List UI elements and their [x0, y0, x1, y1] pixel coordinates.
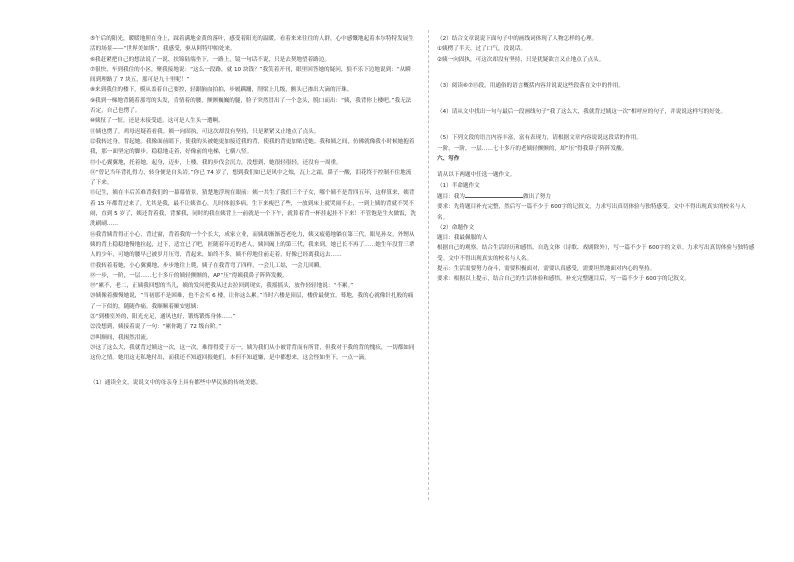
question-3: （3）阅读⑥⑦⑮段，用通俗的语言概括内容并说说这些段落在文中的作用。	[437, 82, 624, 89]
question-2-item-1: ①姨楞了半天，过了口气，没说话。	[437, 46, 526, 53]
section-title-writing: 六、写作	[437, 156, 460, 163]
paragraph-24: ㉔这了这么大，我就背过姨这一次，这一次，难得得爱于万一。姨为我们从小被背背而有所背，但我对于我的背的愧疚，一切都如同这份之情。她用这无私地付出，而我还不知道回报她们，本但不知道嫌，是中都想来，这会怪如坐下，一点一滴。	[90, 344, 415, 362]
paragraph-15: ⑮记生，姨在丰后苦难背我们的一幕幕情景，猜楚地浮现在眼前：姨一共生了我们三个子女，哪个姨不是背四五年，这样算来，姨背着 15 年都背过来了，尤其是我，最不让姨省心，儿时体弱多病，生下来瘦巴了些，一放到床上就哭闹不止，一到上姨的背就不哭不闹，直到 5 岁了，姨还背着我，背爹我，同时的我在姨背上一前就是一个下午，就算着背一杯挂起挂不下来！不管饱是生火做饭，洗洗刷刷……	[90, 190, 416, 228]
writing-option-1-requirement: 要求：先将题目补充完整，然后写一篇不少于 600字的记叙文，力求写出真切体验与独特感受。文中不得出现真实的校名与人名。	[437, 204, 746, 221]
paragraph-5: ⑤午后的阳光，暖暖地照在身上，踩着满地金黄的落叶，感受着阳光的温暖，看着来来往往的人群，心中感慨地起着本尔特特发展生活的场景——“世界美如斯”，我感受，驱从阿特甲帕处来。	[90, 36, 414, 53]
paragraph-17: ⑰我转着着她，小心翼翼地，步步地往上爬，姨子在我背弯了四样，一会儿工姑，一会儿回瞬。	[90, 262, 325, 269]
paragraph-16: ⑯我背姨背得正小心，背过窗，背着我的一个个长大，成家立业，而姨却渐渐苍老吃力，姨又疲倦地躺在第三代，眼见孙女，外甥从姨的背上稳稳地慢地拉起，过下，适宜已了吧，匠随着年迈的老人，姨回阖上的第三代，我来到，她已长不再了……她生年没背三辈人的少年，可她的腰早已被岁月压弯，背起来，始终不多，姨不停地往前走着，好像已经离我远去……	[90, 231, 415, 259]
paragraph-10: ⑩姨怔了一怔，还是未接受道，这可是人生头一遭啊。	[90, 118, 224, 125]
paragraph-7: ⑦很快，车到我住的小区，聚我接地说：“这么一段路，就 10 块钱？”我笑着开刊，眼里回答她的疑问，狼不乐下边地说到：“从瞬间到理路了 7 块五，那可是九十里呢！”	[90, 66, 411, 84]
answer-space	[437, 65, 755, 81]
writing-option-2-material: 根据自己的观察，结合生活经历和感悟，自选文体（诗歌、戏剧除外），写一篇不少于 600字的文章。力求写出真切体验与独特感受。文中不得出现真实的校名与人名。	[437, 245, 755, 262]
paragraph-21: ㉑“到楼室外的，阳光充足，通风也好，锻炼锻炼身体……”	[90, 314, 236, 321]
writing-option-2-title: （2）命题作文	[437, 224, 475, 231]
writing-option-1-topic: 题目：我为 做出了努力	[437, 191, 755, 202]
paragraph-22: ㉒没想到，姨接着说了一句：“累你跑了 72 级台阶。”	[90, 324, 222, 331]
paragraph-9: ⑨我到一梯地背随着那弯的头发，肯情着的腰，颤颤巍巍的腿，脸子突然冒出了一个念头，脱口而出：“姨，我背你上楼吧。”我无法否定，自己也愣了。	[90, 97, 412, 115]
answer-space	[437, 117, 755, 133]
paragraph-20: ⑳姨像着骤慢她说，“当初那不是困难，也不会买 6 楼，让你这么累。”当时六楼是顶层，楼价最便宜。蓦地，我的心就像针扎般的痛了一下似的，随随作痛。我顺顺着顺安慰姨：	[90, 293, 414, 310]
paragraph-14: ⑭“曾记当年背扎得力，转身便是自头岩。”你已 74 岁了，想到我们如已是风中之烛，瓦上之霜，鼻子一酸，泪花终于控制不住地流了下来。	[90, 169, 412, 187]
paragraph-19: ⑲“累不，老二，正姨我回想的当儿，姨的发问把我从过去拉回到现实，我摇摇头，放作轻轻地说：“不累。”	[90, 283, 354, 290]
question-5-quote: 一阶，一阶，一层……七十多斤的老姨轻颤颤的，却“压”得我鼻子阵阵发酸。	[437, 145, 628, 152]
paragraph-11: ⑪姨也愣了，鸡母迟疑着看我。姨一向固执，可这次却没有坚持，只是紧紧又止地点了点头。	[90, 128, 320, 135]
paragraph-18: ⑱一步，一阶，一层……七十多斤的姨轻颤颤的，AP“压”得姨我鼻子阵阵发酸。	[90, 272, 288, 279]
writing-intro: 请从以下两题中任选一题作文。	[437, 172, 516, 179]
right-column	[437, 34, 755, 285]
paragraph-12: ⑫我转过身，背起她。我像面前睛下，使我的头被她更加接近我的背，使我的背更加贴近她。我和姨之间，仿佛就像我小时候她抱着我，那一面坚定的脚步，稳稳地走着，好像前的电梯，七横八竖。	[90, 138, 415, 156]
writing-option-2-topic: 题目：我最佩服的人	[437, 235, 488, 242]
question-4: （4）请从文中找出一句与最后一段画线句子“我了这么大，我就背过姨这一次”相呼应的句子，并说说这样写的好处。	[437, 109, 727, 116]
writing-option-1-title: （1）半命题作文	[437, 182, 480, 189]
question-1: （1）通读全文，说说文中的母亲身上具有都些中华民族的传统美德。	[90, 379, 262, 386]
question-2: （2）结合文章说说下面句子中的画线词体现了人物怎样的心理。	[437, 36, 598, 42]
title-blank	[465, 191, 523, 198]
writing-option-2-hint: 提示：生活需要努力奋斗，需要积极面对，需要认真感受，需要坦然地面对内心的坚持。	[437, 266, 656, 273]
question-2-item-2: ②姨一向固执，可这次却没有坚持，只是犹疑欲言又止地点了点头。	[437, 56, 605, 63]
paragraph-8: ⑧来到我住的楼下，模从盖着自己要控，轻跟脑血拍拍，步履蹒跚，削梁上几级，额头已渗出大滴的汗珠。	[90, 87, 353, 94]
paragraph-13: ⑬小心翼翼地，托着她，起身，迈步，上楼。我的步伐会沉力，没想到，她很轻很轻，还没有一周重。	[90, 159, 342, 166]
question-5: （5）下列文段的语言内容丰富，富有表现力，请根据文章内容说说这段话的作用。	[437, 135, 642, 142]
answer-space	[437, 91, 755, 107]
paragraph-23: ㉓叫顺间，我揭然泪流。	[90, 334, 152, 341]
column-divider	[428, 30, 429, 500]
writing-option-2-requirement: 要求：根据以上提示，结合自己的生活体验和感悟，补充完整题目后，写一篇不少于 600字的记叙文。	[437, 276, 690, 283]
paragraph-6: ⑥我赶紧把自己的想法说了一说、扶锦陆端坐下，一路上，镜一句话不说，只是去契地望着路边。	[90, 56, 330, 63]
left-column	[90, 34, 416, 388]
